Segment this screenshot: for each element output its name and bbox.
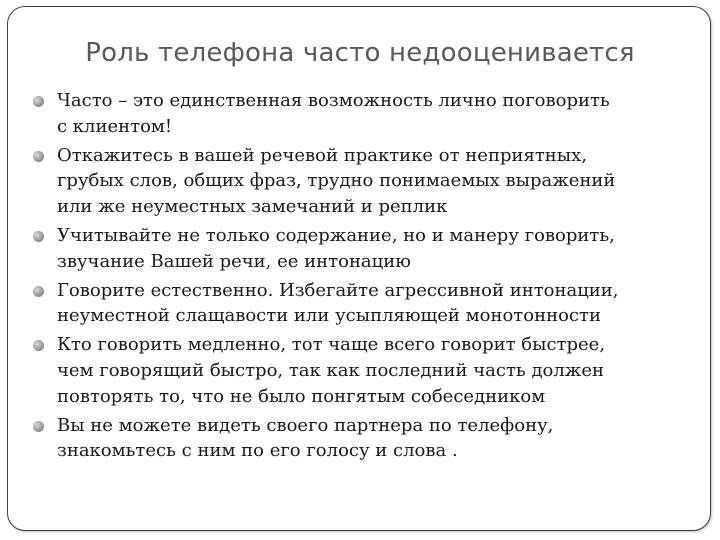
circle-bullet-icon — [33, 340, 44, 351]
list-item-line: звучание Вашей речи, ее интонацию — [57, 250, 411, 272]
list-item-line: Вы не можете видеть своего партнера по телефону, — [57, 414, 554, 436]
list-item-line: Кто говорить медленно, тот чаще всего говорит быстрее, — [57, 334, 606, 356]
circle-bullet-icon — [33, 286, 44, 297]
list-item — [33, 88, 713, 140]
list-item-line: грубых слов, общих фраз, трудно понимаемых выражений — [57, 170, 616, 192]
list-item-line: Говорите естественно. Избегайте агрессивной интонации, — [57, 279, 619, 301]
list-item — [33, 332, 713, 409]
list-item-line: с клиентом! — [57, 115, 173, 137]
slide-title: Роль телефона часто недооценивается — [85, 38, 635, 68]
list-item-line: Учитывайте не только содержание, но и манеру говорить, — [57, 224, 615, 246]
circle-bullet-icon — [33, 96, 44, 107]
bullet-list — [33, 88, 713, 467]
list-item — [33, 278, 713, 330]
list-item-line: или же неуместных замечаний и реплик — [57, 196, 448, 218]
list-item-line: Откажитесь в вашей речевой практике от неприятных, — [57, 144, 587, 166]
list-item — [33, 223, 713, 275]
list-item-line: неуместной слащавости или усыпляющей монотонности — [57, 305, 601, 327]
list-item-line: повторять то, что не было понгятым собеседником — [57, 385, 546, 407]
list-item-line: Часто – это единственная возможность лично поговорить — [57, 90, 610, 111]
circle-bullet-icon — [33, 421, 44, 432]
circle-bullet-icon — [33, 151, 44, 162]
circle-bullet-icon — [33, 231, 44, 242]
list-item-line: знакомьтесь с ним по его голосу и слова . — [57, 440, 458, 462]
list-item — [33, 413, 713, 465]
list-item-line: чем говорящий быстро, так как последний часть должен — [57, 359, 605, 381]
list-item — [33, 143, 713, 220]
